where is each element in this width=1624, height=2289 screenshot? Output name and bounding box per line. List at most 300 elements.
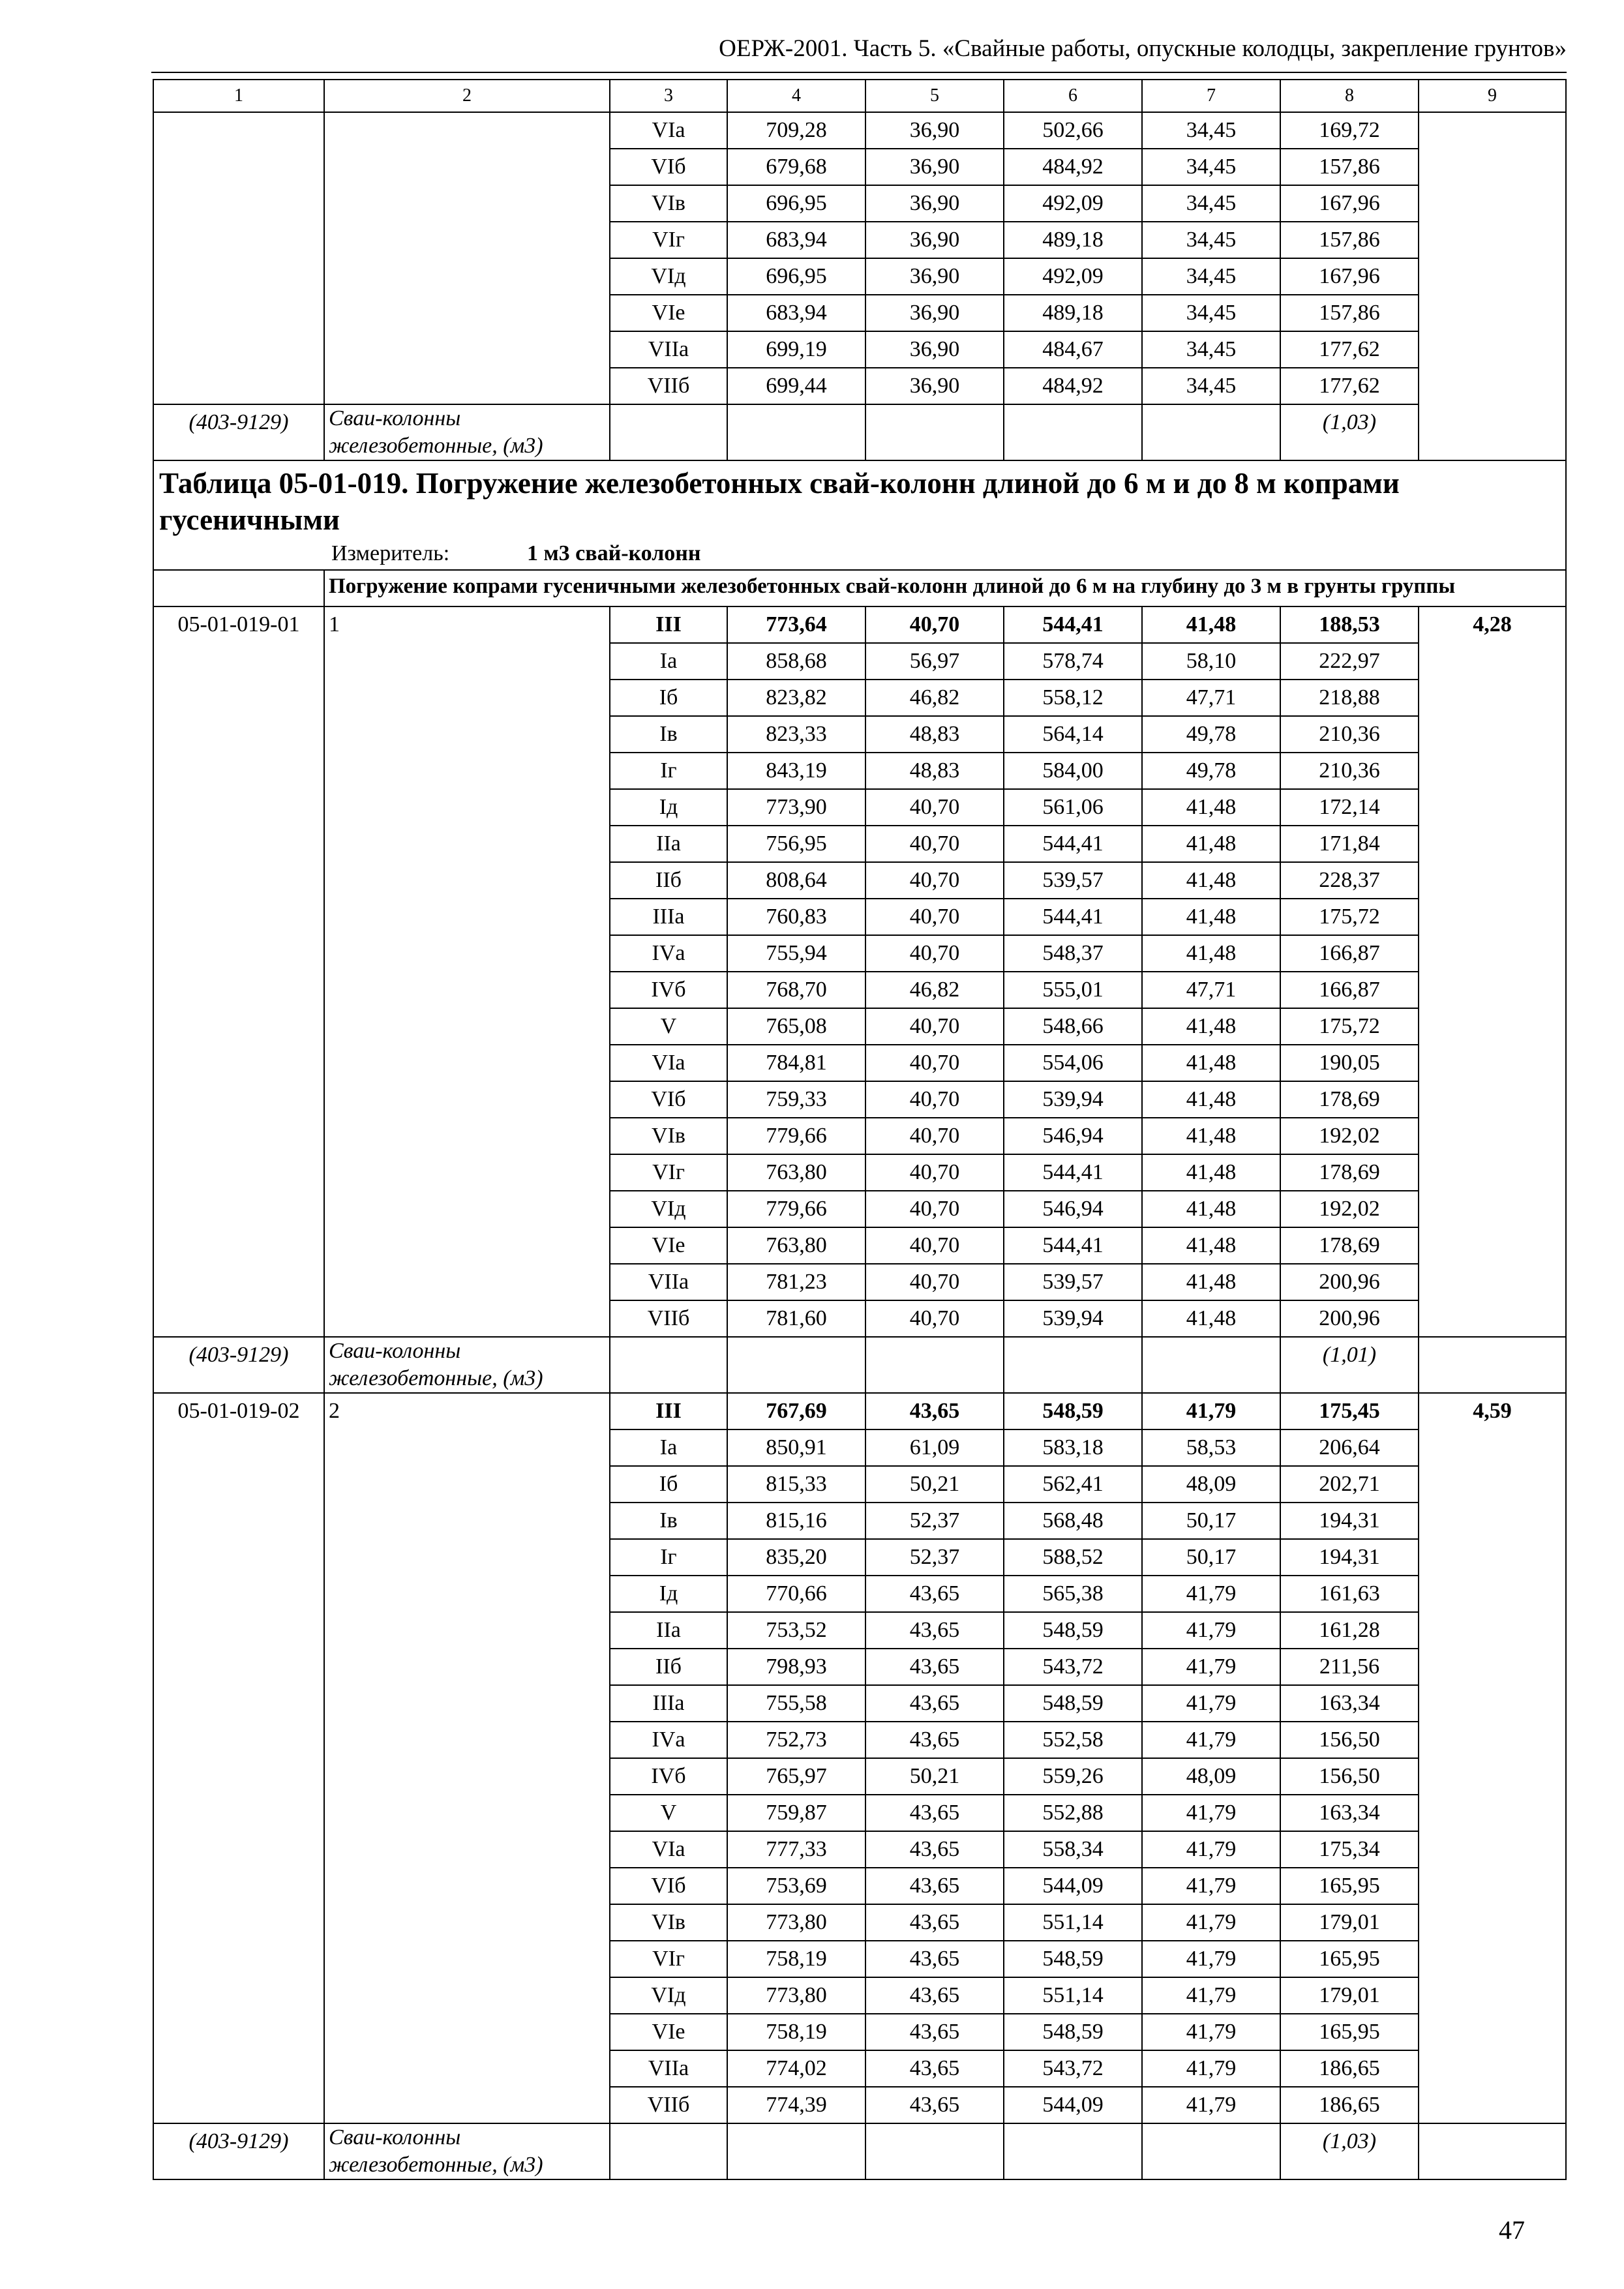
value-5: 48,83 <box>865 716 1004 753</box>
value-4: 759,87 <box>727 1795 865 1831</box>
resource-quantity: (1,01) <box>1280 1337 1419 1393</box>
value-5: 43,65 <box>865 1831 1004 1868</box>
empty-cell <box>865 1337 1004 1393</box>
soil-group: IIIа <box>610 1685 727 1722</box>
value-7: 41,48 <box>1142 1081 1280 1118</box>
value-6: 539,94 <box>1004 1081 1142 1118</box>
value-6: 492,09 <box>1004 258 1142 295</box>
value-6: 484,67 <box>1004 331 1142 368</box>
value-7: 41,48 <box>1142 1045 1280 1081</box>
value-6: 562,41 <box>1004 1466 1142 1503</box>
value-4: 763,80 <box>727 1154 865 1191</box>
resource-name-line: Сваи-колонны <box>329 1339 461 1363</box>
value-6: 502,66 <box>1004 112 1142 149</box>
value-8: 192,02 <box>1280 1118 1419 1154</box>
value-6: 558,34 <box>1004 1831 1142 1868</box>
soil-group: IVа <box>610 935 727 972</box>
value-8: 228,37 <box>1280 862 1419 899</box>
value-5: 36,90 <box>865 149 1004 185</box>
value-7: 41,79 <box>1142 2087 1280 2123</box>
value-8: 169,72 <box>1280 112 1419 149</box>
value-8: 166,87 <box>1280 972 1419 1008</box>
value-6: 559,26 <box>1004 1758 1142 1795</box>
soil-group: III <box>610 606 727 643</box>
empty-cell <box>727 1337 865 1393</box>
value-8: 177,62 <box>1280 368 1419 404</box>
soil-group: Iв <box>610 1503 727 1539</box>
soil-group: VIе <box>610 295 727 331</box>
soil-group: VIв <box>610 185 727 222</box>
resource-name <box>324 1337 610 1393</box>
header-rule <box>151 72 1567 73</box>
value-8: 202,71 <box>1280 1466 1419 1503</box>
column-number: 1 <box>153 80 324 112</box>
empty-cell <box>1142 1337 1280 1393</box>
value-7: 41,79 <box>1142 1977 1280 2014</box>
value-7: 41,48 <box>1142 1264 1280 1300</box>
value-5: 36,90 <box>865 368 1004 404</box>
value-4: 784,81 <box>727 1045 865 1081</box>
value-5: 40,70 <box>865 899 1004 935</box>
empty-cell <box>1419 112 1566 460</box>
empty-cell <box>610 2123 727 2179</box>
value-6: 565,38 <box>1004 1576 1142 1612</box>
column-number: 7 <box>1142 80 1280 112</box>
value-5: 43,65 <box>865 2087 1004 2123</box>
value-8: 172,14 <box>1280 789 1419 826</box>
value-5: 43,65 <box>865 1685 1004 1722</box>
value-5: 40,70 <box>865 862 1004 899</box>
value-4: 808,64 <box>727 862 865 899</box>
resource-quantity: (1,03) <box>1280 404 1419 460</box>
empty-cell <box>1142 2123 1280 2179</box>
value-7: 41,48 <box>1142 1154 1280 1191</box>
value-8: 179,01 <box>1280 1977 1419 2014</box>
value-7: 41,48 <box>1142 1118 1280 1154</box>
value-7: 41,79 <box>1142 1576 1280 1612</box>
value-5: 52,37 <box>865 1503 1004 1539</box>
value-6: 588,52 <box>1004 1539 1142 1576</box>
value-5: 36,90 <box>865 185 1004 222</box>
empty-cell <box>153 570 324 606</box>
value-8: 167,96 <box>1280 185 1419 222</box>
value-5: 40,70 <box>865 789 1004 826</box>
column-number: 6 <box>1004 80 1142 112</box>
resource-name <box>324 404 610 460</box>
soil-group: VIд <box>610 258 727 295</box>
meter-label: Измеритель: <box>331 541 450 565</box>
value-7: 34,45 <box>1142 295 1280 331</box>
value-7: 41,48 <box>1142 1191 1280 1227</box>
value-6: 546,94 <box>1004 1191 1142 1227</box>
value-6: 552,88 <box>1004 1795 1142 1831</box>
resource-row <box>153 404 1566 460</box>
soil-group: IIIа <box>610 899 727 935</box>
value-7: 49,78 <box>1142 753 1280 789</box>
value-5: 43,65 <box>865 2014 1004 2050</box>
value-5: 48,83 <box>865 753 1004 789</box>
table-row <box>153 112 1566 149</box>
value-4: 696,95 <box>727 185 865 222</box>
value-8: 165,95 <box>1280 2014 1419 2050</box>
value-8: 177,62 <box>1280 331 1419 368</box>
resource-name-line: Сваи-колонны <box>329 2125 461 2149</box>
value-6: 583,18 <box>1004 1429 1142 1466</box>
soil-group: IIа <box>610 826 727 862</box>
value-7: 41,79 <box>1142 1612 1280 1649</box>
rate-code: 05-01-019-02 <box>153 1393 324 2123</box>
empty-cell <box>153 112 324 404</box>
value-5: 40,70 <box>865 826 1004 862</box>
soil-group: Iб <box>610 1466 727 1503</box>
value-5: 40,70 <box>865 1300 1004 1337</box>
value-5: 43,65 <box>865 1393 1004 1429</box>
value-8: 210,36 <box>1280 753 1419 789</box>
value-8: 186,65 <box>1280 2050 1419 2087</box>
value-6: 489,18 <box>1004 295 1142 331</box>
value-5: 43,65 <box>865 1941 1004 1977</box>
value-8: 157,86 <box>1280 222 1419 258</box>
subtitle-row <box>153 570 1566 606</box>
value-5: 40,70 <box>865 1045 1004 1081</box>
value-4: 696,95 <box>727 258 865 295</box>
value-6: 492,09 <box>1004 185 1142 222</box>
empty-cell <box>865 2123 1004 2179</box>
value-4: 709,28 <box>727 112 865 149</box>
value-5: 52,37 <box>865 1539 1004 1576</box>
empty-cell <box>610 404 727 460</box>
value-8: 178,69 <box>1280 1154 1419 1191</box>
soil-group: VIIа <box>610 2050 727 2087</box>
value-5: 46,82 <box>865 972 1004 1008</box>
value-4: 774,39 <box>727 2087 865 2123</box>
value-7: 41,48 <box>1142 826 1280 862</box>
value-4: 683,94 <box>727 295 865 331</box>
value-5: 36,90 <box>865 295 1004 331</box>
value-7: 41,48 <box>1142 1300 1280 1337</box>
value-5: 40,70 <box>865 935 1004 972</box>
value-5: 61,09 <box>865 1429 1004 1466</box>
value-7: 41,79 <box>1142 1393 1280 1429</box>
rates-table <box>153 79 1567 2180</box>
value-6: 548,59 <box>1004 1612 1142 1649</box>
value-5: 40,70 <box>865 606 1004 643</box>
value-4: 779,66 <box>727 1191 865 1227</box>
value-7: 41,48 <box>1142 862 1280 899</box>
value-8: 175,45 <box>1280 1393 1419 1429</box>
value-5: 36,90 <box>865 258 1004 295</box>
value-6: 561,06 <box>1004 789 1142 826</box>
value-4: 765,97 <box>727 1758 865 1795</box>
column-number: 4 <box>727 80 865 112</box>
value-8: 178,69 <box>1280 1081 1419 1118</box>
value-5: 50,21 <box>865 1466 1004 1503</box>
value-4: 763,80 <box>727 1227 865 1264</box>
value-6: 548,66 <box>1004 1008 1142 1045</box>
empty-cell <box>1142 404 1280 460</box>
value-4: 823,33 <box>727 716 865 753</box>
resource-name-line: железобетонные, (м3) <box>329 434 543 458</box>
value-7: 41,79 <box>1142 1868 1280 1904</box>
value-7: 41,79 <box>1142 1649 1280 1685</box>
soil-group: VIд <box>610 1191 727 1227</box>
value-5: 43,65 <box>865 1576 1004 1612</box>
value-6: 546,94 <box>1004 1118 1142 1154</box>
value-6: 548,59 <box>1004 1685 1142 1722</box>
value-6: 544,09 <box>1004 2087 1142 2123</box>
value-7: 41,79 <box>1142 1904 1280 1941</box>
value-7: 49,78 <box>1142 716 1280 753</box>
value-5: 40,70 <box>865 1008 1004 1045</box>
value-7: 34,45 <box>1142 258 1280 295</box>
value-4: 753,52 <box>727 1612 865 1649</box>
value-5: 43,65 <box>865 2050 1004 2087</box>
soil-group: VIб <box>610 1868 727 1904</box>
value-4: 773,80 <box>727 1904 865 1941</box>
value-7: 41,79 <box>1142 1941 1280 1977</box>
value-8: 178,69 <box>1280 1227 1419 1264</box>
soil-group: VIа <box>610 1831 727 1868</box>
value-4: 679,68 <box>727 149 865 185</box>
value-4: 758,19 <box>727 1941 865 1977</box>
value-7: 41,48 <box>1142 935 1280 972</box>
value-5: 36,90 <box>865 222 1004 258</box>
empty-cell <box>1004 2123 1142 2179</box>
value-7: 48,09 <box>1142 1466 1280 1503</box>
value-6: 484,92 <box>1004 149 1142 185</box>
soil-group: VIа <box>610 1045 727 1081</box>
value-8: 194,31 <box>1280 1539 1419 1576</box>
value-8: 175,34 <box>1280 1831 1419 1868</box>
value-5: 43,65 <box>865 1795 1004 1831</box>
value-5: 43,65 <box>865 1868 1004 1904</box>
value-8: 194,31 <box>1280 1503 1419 1539</box>
value-7: 34,45 <box>1142 149 1280 185</box>
soil-group: VIг <box>610 1941 727 1977</box>
value-8: 163,34 <box>1280 1685 1419 1722</box>
value-8: 211,56 <box>1280 1649 1419 1685</box>
resource-name-line: Сваи-колонны <box>329 406 461 430</box>
value-5: 36,90 <box>865 331 1004 368</box>
soil-group: Iб <box>610 680 727 716</box>
value-6: 552,58 <box>1004 1722 1142 1758</box>
value-6: 544,41 <box>1004 1154 1142 1191</box>
soil-group: VIIб <box>610 2087 727 2123</box>
empty-cell <box>727 2123 865 2179</box>
value-5: 43,65 <box>865 1904 1004 1941</box>
value-4: 781,23 <box>727 1264 865 1300</box>
value-6: 539,94 <box>1004 1300 1142 1337</box>
value-4: 798,93 <box>727 1649 865 1685</box>
value-4: 773,90 <box>727 789 865 826</box>
soil-group: Iа <box>610 643 727 680</box>
value-5: 43,65 <box>865 1722 1004 1758</box>
value-4: 779,66 <box>727 1118 865 1154</box>
value-4: 858,68 <box>727 643 865 680</box>
value-6: 539,57 <box>1004 862 1142 899</box>
value-8: 188,53 <box>1280 606 1419 643</box>
soil-group: VIв <box>610 1118 727 1154</box>
value-7: 34,45 <box>1142 222 1280 258</box>
soil-group: VIIб <box>610 1300 727 1337</box>
meter-row <box>159 539 1560 568</box>
resource-quantity: (1,03) <box>1280 2123 1419 2179</box>
empty-cell <box>1419 2123 1566 2179</box>
resource-name <box>324 2123 610 2179</box>
value-7: 41,48 <box>1142 1227 1280 1264</box>
value-8: 206,64 <box>1280 1429 1419 1466</box>
value-8: 156,50 <box>1280 1722 1419 1758</box>
soil-group: Iд <box>610 789 727 826</box>
value-5: 56,97 <box>865 643 1004 680</box>
page-header: ОЕРЖ-2001. Часть 5. «Свайные работы, опускные колодцы, закрепление грунтов» <box>719 35 1567 62</box>
rate-number: 1 <box>324 606 610 1337</box>
value-5: 46,82 <box>865 680 1004 716</box>
soil-group: VIе <box>610 2014 727 2050</box>
value-5: 40,70 <box>865 1154 1004 1191</box>
column-number: 2 <box>324 80 610 112</box>
value-4: 765,08 <box>727 1008 865 1045</box>
column-number: 9 <box>1419 80 1566 112</box>
resource-row <box>153 2123 1566 2179</box>
value-6: 564,14 <box>1004 716 1142 753</box>
soil-group: VIIб <box>610 368 727 404</box>
value-7: 41,48 <box>1142 789 1280 826</box>
value-6: 551,14 <box>1004 1977 1142 2014</box>
value-4: 815,33 <box>727 1466 865 1503</box>
soil-group: Iг <box>610 1539 727 1576</box>
meter-value: 1 м3 свай-колонн <box>527 541 701 565</box>
value-8: 161,63 <box>1280 1576 1419 1612</box>
value-5: 40,70 <box>865 1118 1004 1154</box>
value-8: 200,96 <box>1280 1264 1419 1300</box>
value-8: 163,34 <box>1280 1795 1419 1831</box>
resource-name-line: железобетонные, (м3) <box>329 1366 543 1390</box>
soil-group: V <box>610 1795 727 1831</box>
value-6: 554,06 <box>1004 1045 1142 1081</box>
value-7: 58,53 <box>1142 1429 1280 1466</box>
value-8: 175,72 <box>1280 1008 1419 1045</box>
soil-group: IIб <box>610 1649 727 1685</box>
value-5: 40,70 <box>865 1227 1004 1264</box>
value-4: 699,44 <box>727 368 865 404</box>
page-number: 47 <box>1499 2215 1525 2245</box>
value-6: 539,57 <box>1004 1264 1142 1300</box>
soil-group: VIг <box>610 222 727 258</box>
soil-group: VIг <box>610 1154 727 1191</box>
value-4: 850,91 <box>727 1429 865 1466</box>
empty-cell <box>324 112 610 404</box>
value-4: 699,19 <box>727 331 865 368</box>
value-5: 40,70 <box>865 1191 1004 1227</box>
column-number: 5 <box>865 80 1004 112</box>
value-4: 767,69 <box>727 1393 865 1429</box>
value-8: 210,36 <box>1280 716 1419 753</box>
value-8: 157,86 <box>1280 295 1419 331</box>
resource-row <box>153 1337 1566 1393</box>
soil-group: VIб <box>610 149 727 185</box>
value-8: 179,01 <box>1280 1904 1419 1941</box>
value-6: 544,41 <box>1004 826 1142 862</box>
table-subtitle: Погружение копрами гусеничными железобетонных свай-колонн длиной до 6 м на глубину до 3 м в грунты группы <box>324 570 1566 606</box>
empty-cell <box>865 404 1004 460</box>
value-4: 774,02 <box>727 2050 865 2087</box>
value-4: 843,19 <box>727 753 865 789</box>
value-5: 40,70 <box>865 1264 1004 1300</box>
soil-group: Iг <box>610 753 727 789</box>
value-4: 755,94 <box>727 935 865 972</box>
value-4: 760,83 <box>727 899 865 935</box>
value-7: 47,71 <box>1142 972 1280 1008</box>
value-4: 777,33 <box>727 1831 865 1868</box>
value-6: 489,18 <box>1004 222 1142 258</box>
value-6: 568,48 <box>1004 1503 1142 1539</box>
value-4: 835,20 <box>727 1539 865 1576</box>
value-4: 823,82 <box>727 680 865 716</box>
value-8: 167,96 <box>1280 258 1419 295</box>
value-8: 166,87 <box>1280 935 1419 972</box>
value-7: 41,79 <box>1142 2050 1280 2087</box>
value-8: 175,72 <box>1280 899 1419 935</box>
value-9: 4,59 <box>1419 1393 1566 2123</box>
value-7: 41,79 <box>1142 1722 1280 1758</box>
soil-group: VIа <box>610 112 727 149</box>
soil-group: VIб <box>610 1081 727 1118</box>
value-4: 683,94 <box>727 222 865 258</box>
value-7: 50,17 <box>1142 1539 1280 1576</box>
soil-group: III <box>610 1393 727 1429</box>
value-6: 548,59 <box>1004 2014 1142 2050</box>
rate-number: 2 <box>324 1393 610 2123</box>
soil-group: VIд <box>610 1977 727 2014</box>
value-5: 43,65 <box>865 1649 1004 1685</box>
soil-group: VIIа <box>610 331 727 368</box>
value-6: 544,41 <box>1004 1227 1142 1264</box>
value-8: 186,65 <box>1280 2087 1419 2123</box>
value-6: 544,09 <box>1004 1868 1142 1904</box>
value-4: 758,19 <box>727 2014 865 2050</box>
empty-cell <box>727 404 865 460</box>
value-6: 548,59 <box>1004 1393 1142 1429</box>
value-8: 218,88 <box>1280 680 1419 716</box>
soil-group: VIIа <box>610 1264 727 1300</box>
empty-cell <box>1004 404 1142 460</box>
value-4: 756,95 <box>727 826 865 862</box>
value-8: 165,95 <box>1280 1868 1419 1904</box>
value-7: 34,45 <box>1142 368 1280 404</box>
column-number: 3 <box>610 80 727 112</box>
value-7: 41,79 <box>1142 1795 1280 1831</box>
value-4: 781,60 <box>727 1300 865 1337</box>
value-5: 36,90 <box>865 112 1004 149</box>
value-6: 578,74 <box>1004 643 1142 680</box>
column-numbers-row <box>153 80 1566 112</box>
value-6: 484,92 <box>1004 368 1142 404</box>
value-4: 768,70 <box>727 972 865 1008</box>
value-5: 50,21 <box>865 1758 1004 1795</box>
soil-group: Iд <box>610 1576 727 1612</box>
value-8: 190,05 <box>1280 1045 1419 1081</box>
soil-group: IVб <box>610 972 727 1008</box>
value-5: 40,70 <box>865 1081 1004 1118</box>
value-7: 41,79 <box>1142 1831 1280 1868</box>
table-row <box>153 1393 1566 1429</box>
value-5: 43,65 <box>865 1612 1004 1649</box>
empty-cell <box>1419 1337 1566 1393</box>
value-6: 558,12 <box>1004 680 1142 716</box>
value-4: 773,80 <box>727 1977 865 2014</box>
value-4: 752,73 <box>727 1722 865 1758</box>
